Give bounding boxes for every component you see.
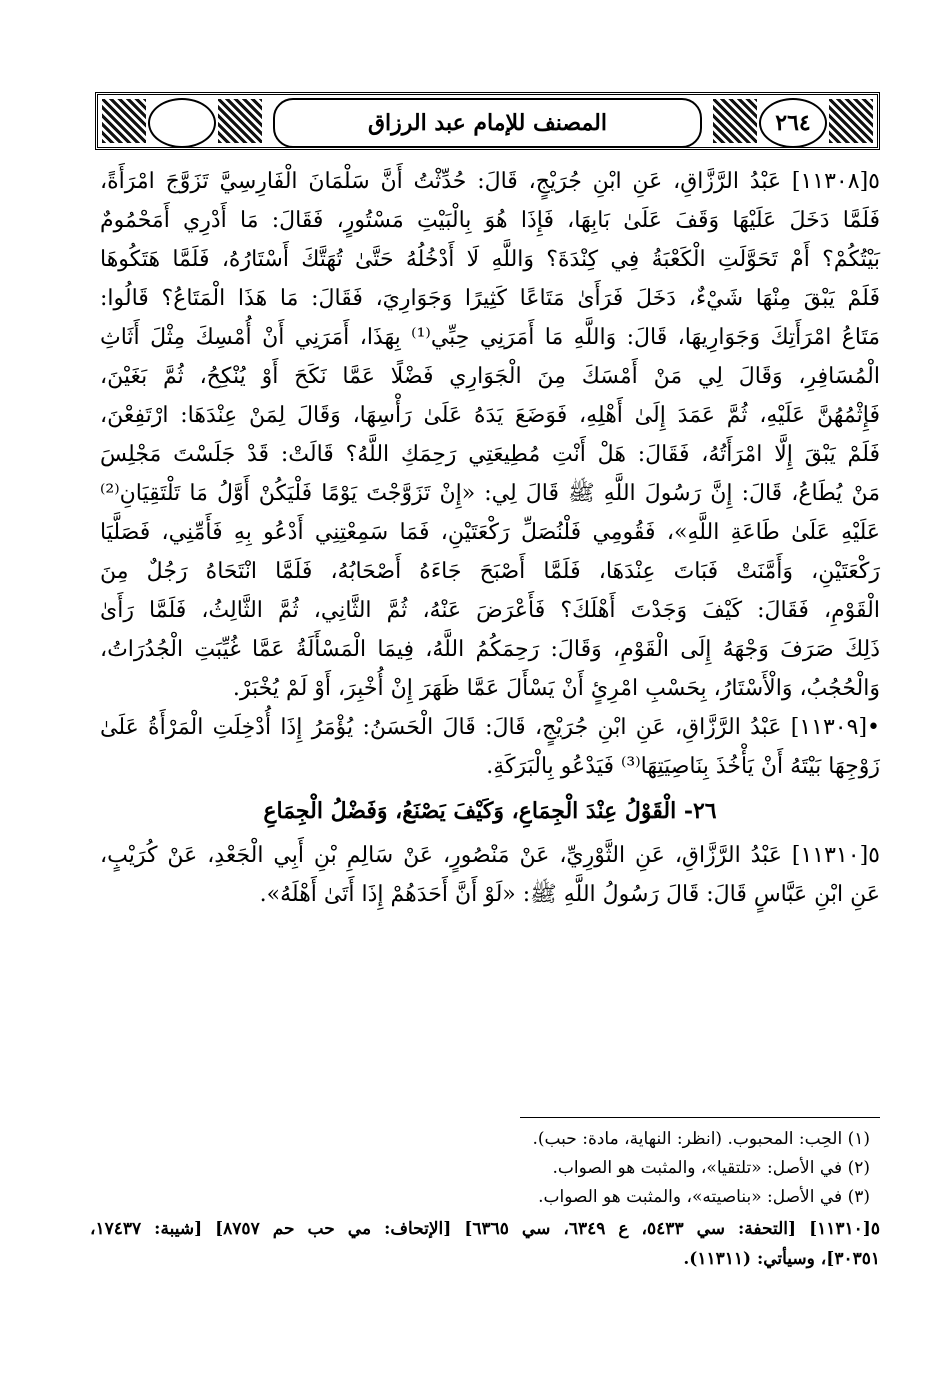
running-title: المصنف للإمام عبد الرزاق — [273, 98, 702, 148]
text-line: بَيْتُكُمْ؟ أَمْ تَحَوَّلَتِ الْكَعْبَةُ فِي كِنْدَةَ؟ وَاللَّهِ لَا أَدْخُلُهُ حَتَّىٰ تُهَتَّكَ أَسْتَارُهُ، فَلَمَّا هَتَكُوهَا — [100, 247, 880, 272]
text-line: رَكْعَتَيْنِ، وَأَمَّنَتْ فَبَاتَ عِنْدَهَا، فَلَمَّا أَصْبَحَ جَاءَهُ أَصْحَابُهُ، فَلَمَّا انْتَحَاهُ رَجُلٌ مِنَ — [100, 559, 880, 584]
text-line: ٥[١١٣١٠] عَبْدُ الرَّزَّاقِ، عَنِ الثَّوْرِيِّ، عَنْ مَنْصُورٍ، عَنْ سَالِمِ بْنِ أَبِي الْجَعْدِ، عَنْ كُرَيْبٍ، — [100, 843, 880, 868]
chapter-heading: ٢٦- الْقَوْلُ عِنْدَ الْجِمَاعِ، وَكَيْفَ يَصْنَعُ، وَفَضْلُ الْجِمَاعِ — [263, 798, 717, 824]
ornament — [713, 99, 757, 143]
text-line: ٥[١١٣٠٨] عَبْدُ الرَّزَّاقِ، عَنِ ابْنِ جُرَيْجٍ، قَالَ: حُدِّثْتُ أَنَّ سَلْمَانَ الْفَارِسِيَّ تَزَوَّجَ امْرَأَةً، — [100, 169, 880, 194]
text-line: •[١١٣٠٩] عَبْدُ الرَّزَّاقِ، عَنِ ابْنِ جُرَيْجٍ، قَالَ: قَالَ الْحَسَنُ: يُؤْمَرُ إِذَا أُدْخِلَتِ الْمَرْأَةُ عَلَىٰ — [100, 715, 880, 740]
text-line: الْمُسَافِرِ، وَقَالَ لِي مَنْ أَمْسَكَ مِنَ الْجَوَارِي فَضْلًا عَمَّا نَكَحَ أَوْ يُنْكِحُ، ثُمَّ بَغَيْنَ، — [100, 364, 880, 389]
text-line: مَنْ يُطَاعُ، قَالَ: إِنَّ رَسُولَ اللَّهِ ﷺ قَالَ لِي: «إِنْ تَزَوَّجْتَ يَوْمًا فَلْيَكُنْ أَوَّلُ مَا تَلْتَقِيَانِ⁽²⁾ — [100, 481, 880, 506]
text-line: فَلَمْ يَبْقَ إِلَّا امْرَأَتُهُ، فَقَالَ: هَلْ أَنْتِ مُطِيعَتِي رَحِمَكِ اللَّهُ؟ قَالَتْ: قَدْ جَلَسْتَ مَجْلِسَ — [100, 442, 880, 467]
text-line: فَإِثْمُهُنَّ عَلَيْهِ، ثُمَّ عَمَدَ إِلَىٰ أَهْلِهِ، فَوَضَعَ يَدَهُ عَلَىٰ رَأْسِهَا، وَقَالَ لِمَنْ عِنْدَهَا: ارْتَفِعْنَ، — [100, 403, 880, 428]
main-text — [100, 162, 880, 914]
text-line: زَوْجِهَا بَيْتَهُ أَنْ يَأْخُذَ بِنَاصِيَتِهَا⁽³⁾ فَيَدْعُو بِالْبَرَكَةِ. — [486, 754, 880, 779]
footnote: (١) الحِب: المحبوب. (انظر: النهاية، مادة: حبب). — [532, 1129, 870, 1149]
text-line: فَلَمْ يَبْقَ مِنْهَا شَيْءٌ، دَخَلَ فَرَأَىٰ مَتَاعًا كَثِيرًا وَجَوَارِيَ، فَقَالَ: مَا هَذَا الْمَتَاعُ؟ قَالُوا: — [100, 286, 880, 311]
reference-line: ٥[١١٣١٠] [التحفة: سي ٥٤٣٣، ع ٦٣٤٩، سي ٦٣٦٥] [الإتحاف: مي حب حم ٨٧٥٧] [شيبة: ١٧٤٣٧، — [90, 1219, 880, 1239]
text-line: عَنِ ابْنِ عَبَّاسٍ قَالَ: قَالَ رَسُولُ اللَّهِ ﷺ: «لَوْ أَنَّ أَحَدَهُمْ إِذَا أَتَىٰ أَهْلَهُ». — [259, 882, 880, 907]
text-line: مَتَاعُ امْرَأَتِكَ وَجَوَارِيهَا، قَالَ: وَاللَّهِ مَا أَمَرَنِي حِبِّي⁽¹⁾ بِهَذَا، أَمَرَنِي أَنْ أُمْسِكَ مِثْلَ أَثَاثِ — [100, 325, 880, 350]
page-number: ٢٦٤ — [759, 98, 827, 148]
footnote-divider — [520, 1117, 880, 1118]
text-line: فَلَمَّا دَخَلَ عَلَيْهَا وَقَفَ عَلَىٰ بَابِهَا، فَإِذَا هُوَ بِالْبَيْتِ مَسْتُورٍ، فَقَالَ: مَا أَدْرِي أَمَحْمُومٌ — [100, 208, 880, 233]
ornament — [102, 99, 146, 143]
page-header — [95, 92, 880, 150]
ornament — [218, 99, 262, 143]
ornament — [829, 99, 873, 143]
footnote: (٢) في الأصل: «تلتقيا»، والمثبت هو الصواب. — [552, 1158, 870, 1178]
reference-line: ٣٠٣٥١]، وسيأتي: (١١٣١١). — [683, 1249, 880, 1269]
text-line: عَلَيْهِ عَلَىٰ طَاعَةِ اللَّهِ»، فَقُومِي فَلْنُصَلِّ رَكْعَتَيْنِ، فَمَا سَمِعْتِنِي أَدْعُو بِهِ فَأَمِّنِي، فَصَلَّيَا — [100, 520, 880, 545]
text-line: الْقَوْمِ، فَقَالَ: كَيْفَ وَجَدْتَ أَهْلَكَ؟ فَأَعْرَضَ عَنْهُ، ثُمَّ الثَّانِي، ثُمَّ الثَّالِثُ، فَلَمَّا رَأَىٰ — [100, 598, 880, 623]
footnote: (٣) في الأصل: «بناصيته»، والمثبت هو الصواب. — [538, 1187, 870, 1207]
book-logo — [148, 98, 216, 148]
text-line: وَالْحُجُبُ، وَالْأَسْتَارُ، بِحَسْبِ امْرِئٍ أَنْ يَسْأَلَ عَمَّا ظَهَرَ إِنْ أُخْبِرَ، أَوْ لَمْ يُخْبَرْ. — [232, 676, 880, 701]
text-line: ذَلِكَ صَرَفَ وَجْهَهُ إِلَى الْقَوْمِ، وَقَالَ: رَحِمَكُمُ اللَّهُ، فِيمَا الْمَسْأَلَةُ عَمَّا غُيِّبَتِ الْجُدُرَاتُ، — [100, 637, 880, 662]
